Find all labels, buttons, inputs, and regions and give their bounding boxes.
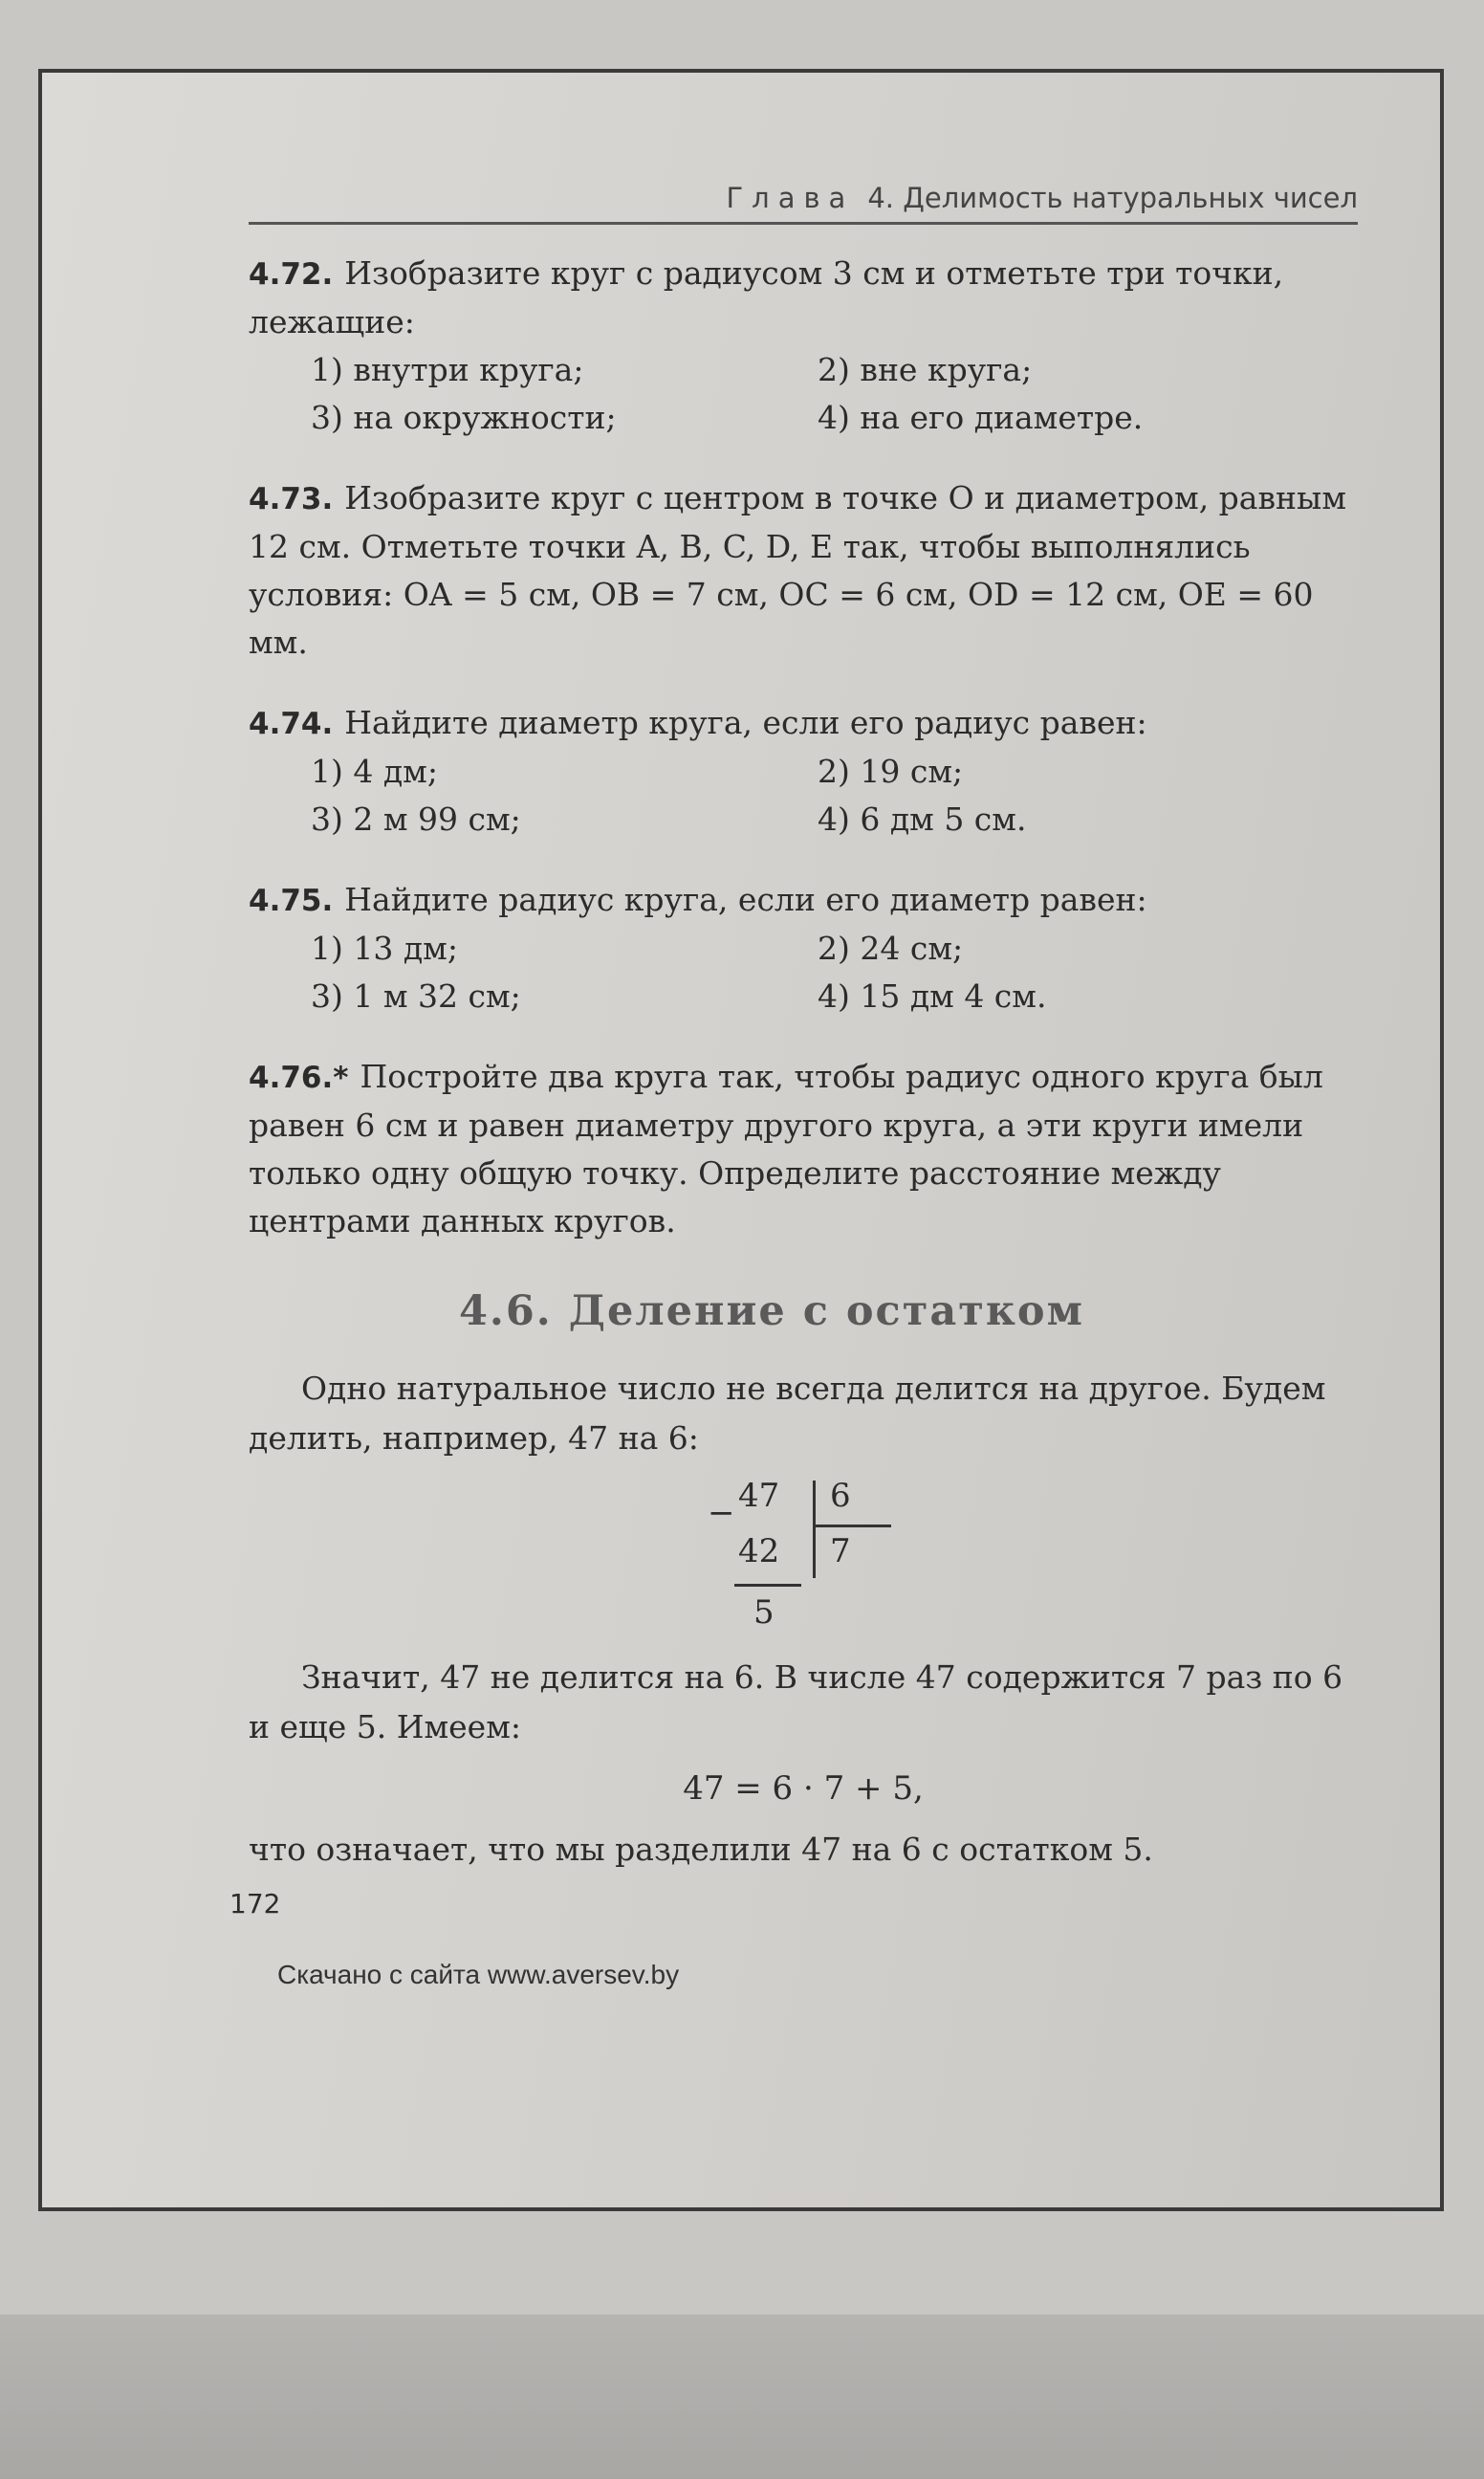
- problem-number: 4.76.*: [249, 1061, 349, 1095]
- section-explanation: Значит, 47 не делится на 6. В числе 47 содержится 7 раз по 6 и еще 5. Имеем:: [249, 1658, 1343, 1745]
- problem-text: Найдите радиус круга, если его диаметр равен:: [344, 881, 1147, 918]
- problem-4-74: [249, 699, 1358, 844]
- item: 4) 15 дм 4 см.: [818, 977, 1047, 1015]
- item: 2) 24 см;: [818, 930, 964, 967]
- division-divisor-line: [813, 1525, 891, 1527]
- item: 3) на окружности;: [311, 399, 617, 436]
- division-result-line: [734, 1584, 801, 1587]
- item: 2) вне круга;: [818, 351, 1033, 388]
- problem-items: [249, 925, 1358, 1020]
- division-quotient: 7: [830, 1532, 851, 1570]
- item: 1) 4 дм;: [311, 753, 438, 790]
- problem-4-73: [249, 474, 1358, 667]
- chapter-title: 4. Делимость натуральных чисел: [867, 182, 1358, 214]
- section-intro: Одно натуральное число не всегда делится на другое. Будем делить, например, 47 на 6:: [249, 1370, 1326, 1457]
- book-page: [229, 182, 1358, 1990]
- item: 3) 1 м 32 см;: [311, 977, 521, 1015]
- problem-4-75: [249, 876, 1358, 1020]
- chapter-header: [249, 182, 1358, 225]
- problem-text: Изобразите круг с центром в точке O и диаметром, равным 12 см. Отметьте точки A, B, C, D, E так, чтобы выполнялись условия: OA = 5 см, OB = 7 см, OC = 6 см, OD = 12 см, OE = 60 мм.: [249, 479, 1346, 661]
- item: 1) внутри круга;: [311, 351, 584, 388]
- division-subtrahend: 42: [738, 1532, 780, 1570]
- item: 4) 6 дм 5 см.: [818, 801, 1027, 838]
- problem-number: 4.73.: [249, 482, 334, 516]
- item: 1) 13 дм;: [311, 930, 458, 967]
- problem-text: Найдите диаметр круга, если его радиус равен:: [344, 704, 1147, 741]
- problem-text: Постройте два круга так, чтобы радиус одного круга был равен 6 см и равен диаметру другого круга, а эти круги имели только одну общую точку. Определите расстояние между центрами данных кругов.: [249, 1058, 1323, 1240]
- problem-items: [249, 748, 1358, 844]
- page-number: 172: [229, 1888, 281, 1920]
- item: 2) 19 см;: [818, 753, 964, 790]
- division-dividend: 47: [738, 1477, 780, 1515]
- division-vertical-line: [813, 1481, 816, 1578]
- chapter-word: Глава: [726, 182, 855, 214]
- division-remainder: 5: [753, 1593, 775, 1632]
- problem-number: 4.72.: [249, 257, 334, 292]
- item: 3) 2 м 99 см;: [311, 801, 521, 838]
- table-surface: [0, 2314, 1484, 2479]
- problem-text: Изобразите круг с радиусом 3 см и отметьте три точки, лежащие:: [249, 254, 1284, 340]
- source-note: Скачано с сайта www.aversev.by: [277, 1960, 680, 1989]
- problem-number: 4.74.: [249, 707, 334, 741]
- division-divisor: 6: [830, 1477, 851, 1515]
- formula: 47 = 6 · 7 + 5,: [683, 1769, 924, 1808]
- problem-4-72: [249, 250, 1358, 442]
- problem-items: [249, 346, 1358, 442]
- long-division: [708, 1477, 918, 1649]
- section-title: 4.6. Деление с остатком: [459, 1287, 1084, 1335]
- problem-4-76: [249, 1053, 1358, 1245]
- item: 4) на его диаметре.: [818, 399, 1144, 436]
- section-conclusion: что означает, что мы разделили 47 на 6 с остатком 5.: [249, 1831, 1153, 1868]
- problem-number: 4.75.: [249, 884, 334, 918]
- division-minus: −: [708, 1494, 735, 1532]
